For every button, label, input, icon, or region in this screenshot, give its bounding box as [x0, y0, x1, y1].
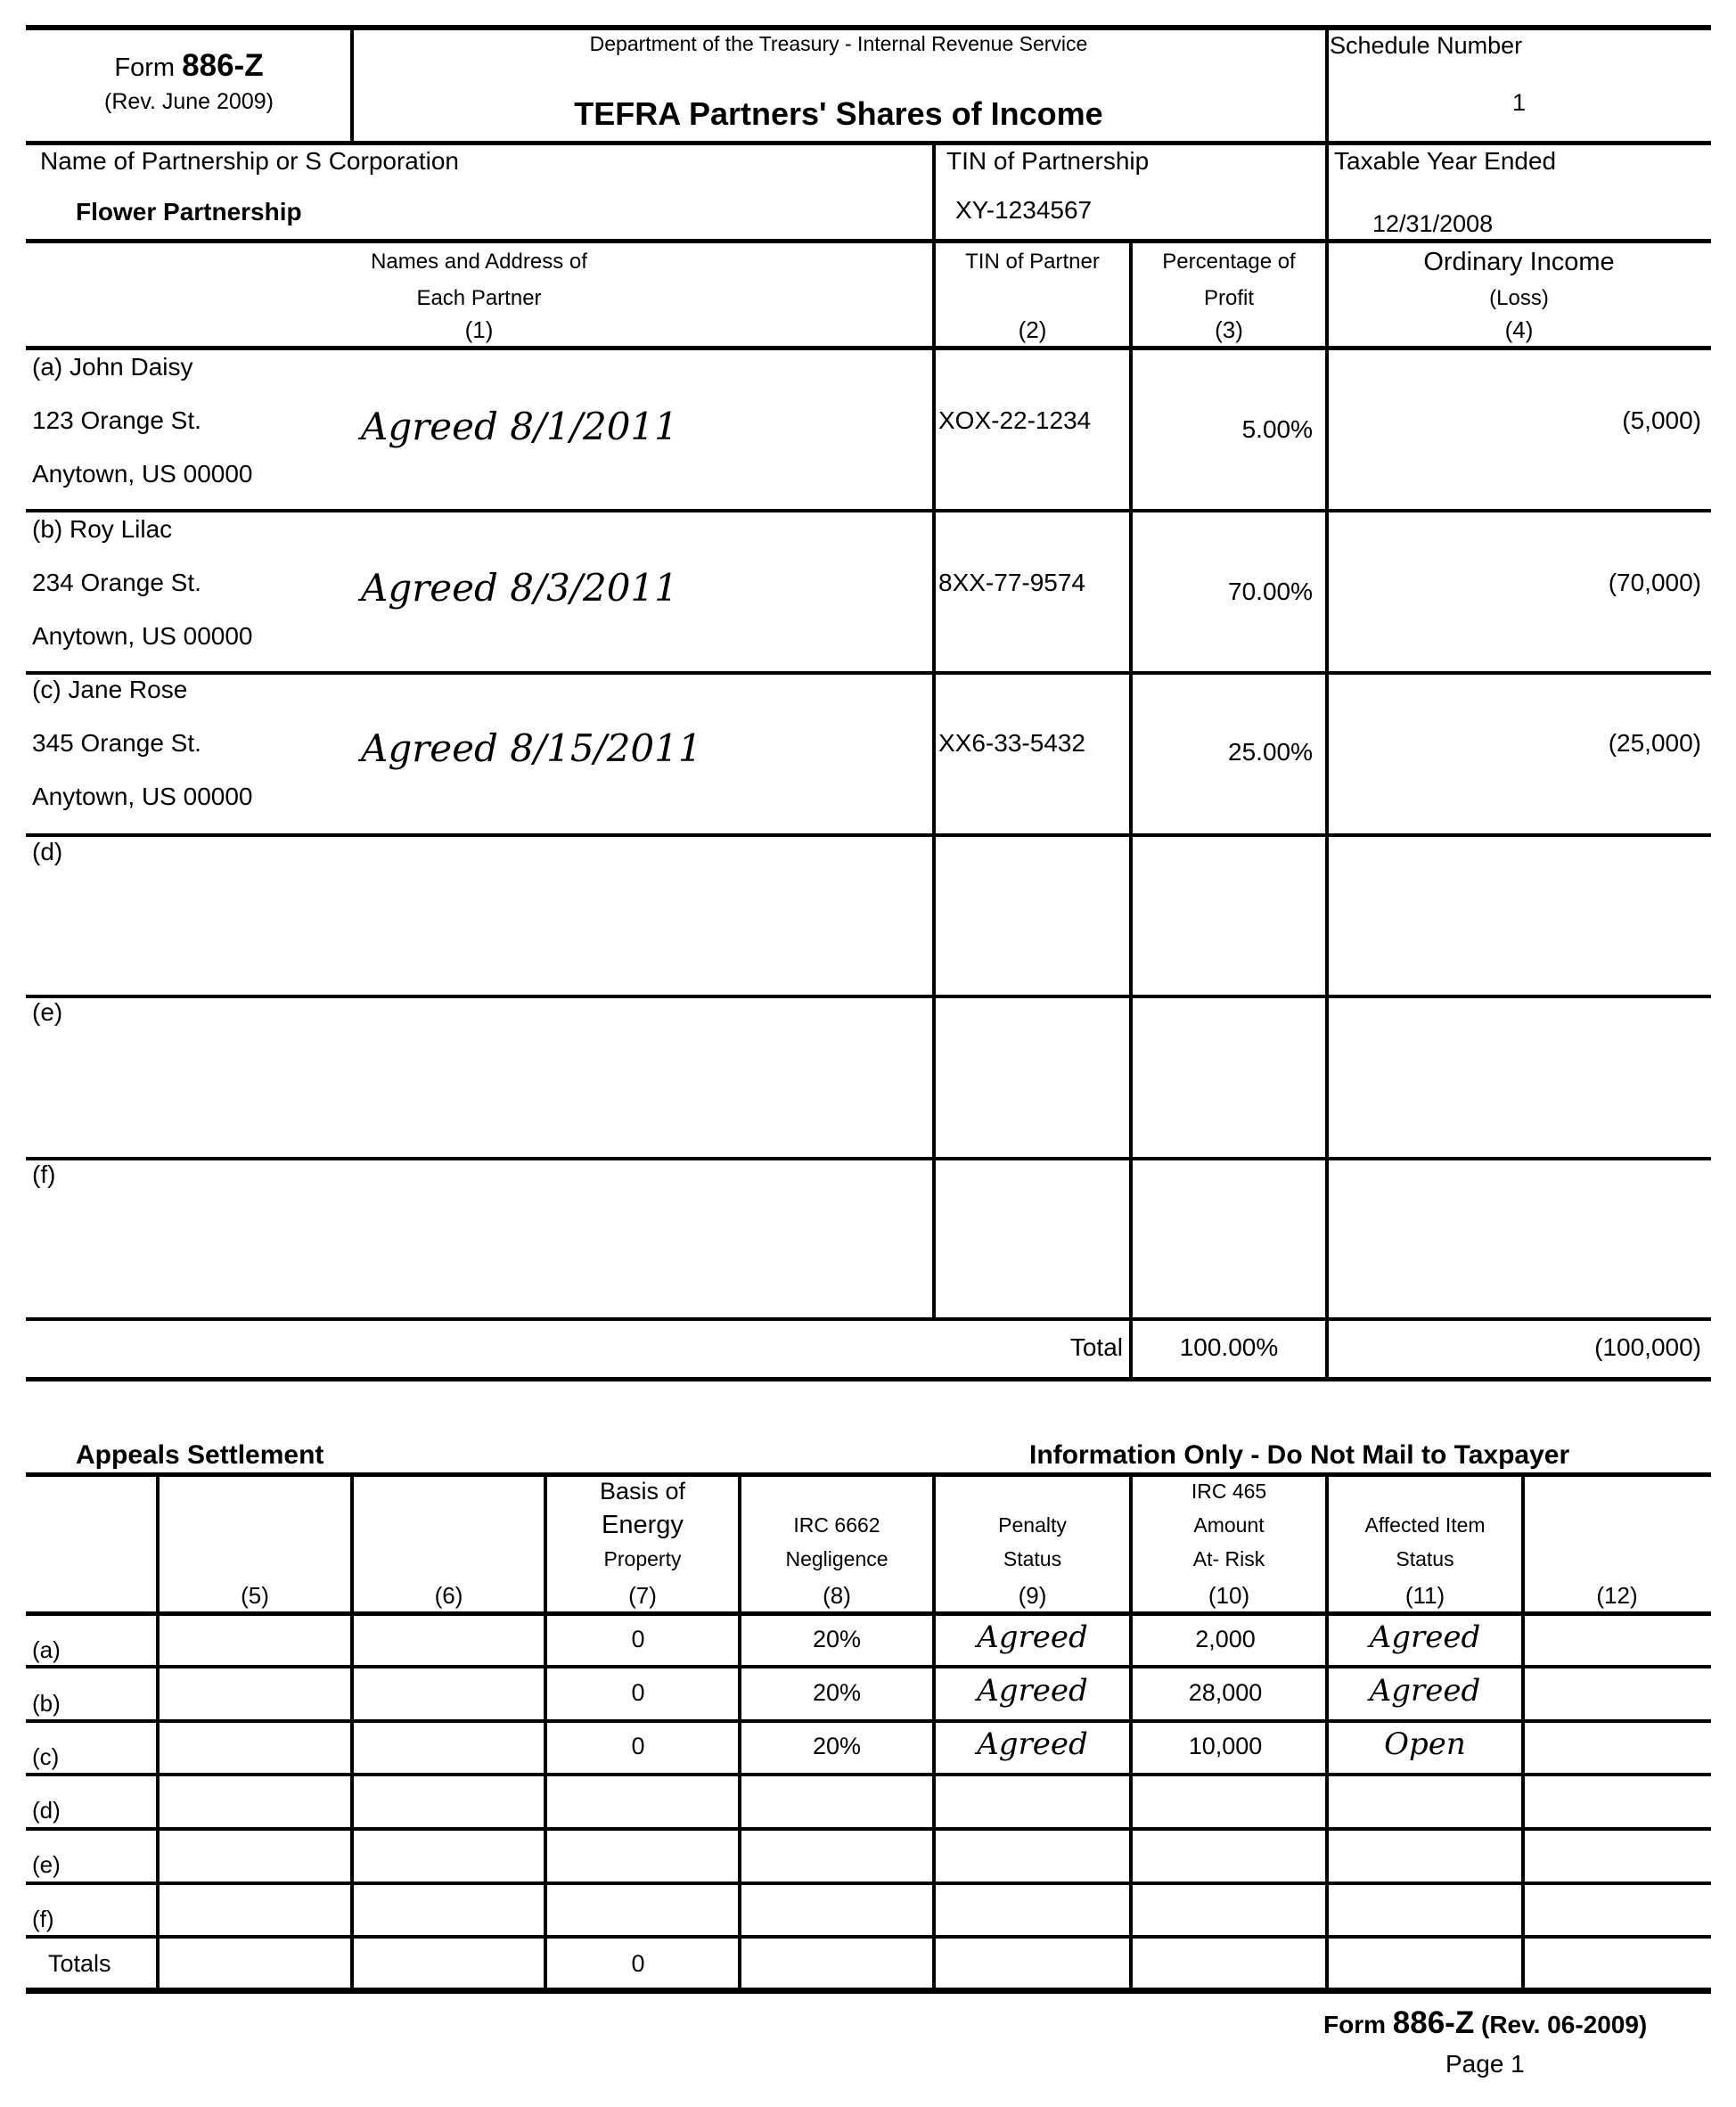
col10-line1: IRC 465 — [1191, 1480, 1267, 1503]
partner-income: (70,000) — [1608, 569, 1701, 596]
col10-num: (10) — [1208, 1582, 1250, 1609]
form-prefix: Form — [114, 53, 176, 82]
form-id — [26, 50, 352, 81]
col4-num: (4) — [1504, 316, 1534, 343]
partnership-tin: XY-1234567 — [955, 196, 1093, 224]
rule-top — [26, 25, 1711, 30]
partner-row-d-label: (d) — [32, 838, 63, 865]
total-pct: 100.00% — [1179, 1333, 1279, 1361]
appeals-totals-label: Totals — [48, 1950, 111, 1977]
affected-item-status: Agreed — [1369, 1619, 1481, 1655]
at-risk-amount: 2,000 — [1195, 1626, 1256, 1652]
rule — [26, 1377, 1711, 1381]
total-label: Total — [1069, 1333, 1123, 1361]
footer-form-number: 886-Z — [1392, 2005, 1475, 2040]
appeals-row-e-label: (e) — [32, 1851, 61, 1878]
row-label: (c) — [32, 1743, 60, 1770]
affected-item-status: Open — [1384, 1726, 1466, 1762]
negligence: 20% — [812, 1626, 862, 1652]
partner-street: 345 Orange St. — [32, 729, 201, 757]
rule — [26, 141, 1711, 145]
form-revision: (Rev. June 2009) — [104, 89, 274, 114]
agreement-note: Agreed 8/3/2011 — [361, 566, 678, 610]
partner-row-e-label: (e) — [32, 998, 63, 1026]
divider — [156, 1474, 160, 1991]
partner-income: (5,000) — [1622, 406, 1701, 434]
total-income: (100,000) — [1594, 1333, 1701, 1361]
rule — [26, 239, 1711, 243]
taxable-year-label: Taxable Year Ended — [1334, 147, 1557, 175]
appeals-title: Appeals Settlement — [76, 1440, 324, 1470]
col3-line2: Profit — [1203, 286, 1254, 310]
col7-line1: Basis of — [599, 1478, 686, 1504]
rule — [26, 1157, 1711, 1160]
taxable-year-ended: 12/31/2008 — [1372, 210, 1494, 237]
partner-city: Anytown, US 00000 — [32, 460, 253, 488]
col8-line3: Negligence — [785, 1547, 888, 1570]
appeals-totals-c7: 0 — [631, 1950, 645, 1977]
footer-form-id — [1323, 2007, 1647, 2038]
appeals-row-f-label: (f) — [32, 1906, 54, 1932]
partner-city: Anytown, US 00000 — [32, 622, 253, 650]
col7-line3: Property — [603, 1547, 682, 1570]
partner-name: (a) John Daisy — [32, 353, 193, 381]
footer-revision: (Rev. 06-2009) — [1481, 2011, 1648, 2038]
schedule-number: 1 — [1511, 89, 1527, 116]
partnership-name: Flower Partnership — [76, 198, 302, 225]
col8-line2: IRC 6662 — [793, 1513, 880, 1537]
col3-num: (3) — [1215, 316, 1243, 343]
penalty-status: Agreed — [977, 1673, 1088, 1709]
col5-num: (5) — [241, 1582, 269, 1609]
col12-num: (12) — [1596, 1582, 1638, 1609]
rule — [26, 1317, 1711, 1321]
col1-line1: Names and Address of — [371, 250, 587, 274]
energy-basis: 0 — [631, 1626, 645, 1652]
col4-line1: Ordinary Income — [1423, 248, 1615, 276]
partner-row-f-label: (f) — [32, 1160, 56, 1188]
partner-street: 123 Orange St. — [32, 406, 201, 434]
rule — [26, 1472, 1711, 1477]
penalty-status: Agreed — [977, 1726, 1088, 1762]
col11-num: (11) — [1404, 1582, 1445, 1609]
col1-num: (1) — [464, 316, 494, 343]
divider — [1129, 241, 1133, 1380]
partnership-tin-label: TIN of Partnership — [946, 147, 1150, 175]
rule — [26, 1773, 1711, 1776]
partner-pct: 25.00% — [1228, 738, 1313, 766]
col4-line2: (Loss) — [1489, 286, 1549, 310]
rule — [26, 509, 1711, 512]
rule — [26, 1611, 1711, 1616]
row-label: (b) — [32, 1690, 61, 1717]
col9-line3: Status — [1003, 1547, 1062, 1570]
form-title: TEFRA Partners' Shares of Income — [574, 95, 1103, 132]
rule — [26, 833, 1711, 837]
energy-basis: 0 — [631, 1679, 645, 1706]
info-only-notice: Information Only - Do Not Mail to Taxpayer — [1029, 1440, 1570, 1470]
rule — [26, 671, 1711, 675]
col9-line2: Penalty — [998, 1513, 1067, 1537]
affected-item-status: Agreed — [1369, 1673, 1481, 1709]
col9-num: (9) — [1018, 1582, 1047, 1609]
penalty-status: Agreed — [977, 1619, 1088, 1655]
partnership-name-label: Name of Partnership or S Corporation — [40, 147, 459, 175]
partner-city: Anytown, US 00000 — [32, 783, 253, 810]
rule — [26, 346, 1711, 350]
rule-bottom — [26, 1988, 1711, 1994]
col8-num: (8) — [823, 1582, 851, 1609]
rule — [26, 995, 1711, 998]
rule — [26, 1827, 1711, 1831]
partner-tin: 8XX-77-9574 — [938, 569, 1086, 596]
energy-basis: 0 — [631, 1733, 645, 1759]
at-risk-amount: 28,000 — [1188, 1679, 1263, 1706]
partner-tin: XX6-33-5432 — [938, 729, 1086, 757]
col11-line2: Affected Item — [1364, 1513, 1486, 1537]
col7-line2: Energy — [602, 1511, 684, 1539]
negligence: 20% — [812, 1679, 862, 1706]
partner-street: 234 Orange St. — [32, 569, 201, 596]
page-number: Page 1 — [1445, 2050, 1525, 2078]
row-label: (a) — [32, 1636, 61, 1663]
col2-line1: TIN of Partner — [965, 250, 1100, 274]
rule — [26, 1935, 1711, 1939]
partner-tin: XOX-22-1234 — [938, 406, 1092, 434]
footer-form-prefix: Form — [1323, 2011, 1386, 2038]
rule — [26, 1882, 1711, 1885]
rule — [26, 1665, 1711, 1668]
partner-pct: 70.00% — [1228, 578, 1313, 605]
negligence: 20% — [812, 1733, 862, 1759]
divider — [350, 1474, 354, 1991]
divider — [1325, 27, 1329, 1380]
appeals-row-d-label: (d) — [32, 1797, 61, 1824]
partner-income: (25,000) — [1608, 729, 1701, 757]
col10-line3: At- Risk — [1192, 1547, 1265, 1570]
col2-num: (2) — [1018, 316, 1047, 343]
rule — [26, 1719, 1711, 1723]
partner-name: (b) Roy Lilac — [32, 515, 173, 543]
schedule-label: Schedule Number — [1330, 32, 1523, 59]
partner-pct: 5.00% — [1241, 415, 1313, 443]
col7-num: (7) — [628, 1582, 657, 1609]
col10-line2: Amount — [1193, 1513, 1265, 1537]
at-risk-amount: 10,000 — [1188, 1733, 1263, 1759]
col11-line3: Status — [1396, 1547, 1454, 1570]
agreement-note: Agreed 8/15/2011 — [361, 726, 702, 770]
col1-line2: Each Partner — [416, 286, 542, 310]
agreement-note: Agreed 8/1/2011 — [361, 405, 678, 448]
col3-line1: Percentage of — [1162, 250, 1296, 274]
form-number: 886-Z — [182, 48, 264, 83]
col6-num: (6) — [434, 1582, 463, 1609]
partner-name: (c) Jane Rose — [32, 676, 188, 703]
department-label: Department of the Treasury - Internal Revenue Service — [589, 32, 1088, 55]
